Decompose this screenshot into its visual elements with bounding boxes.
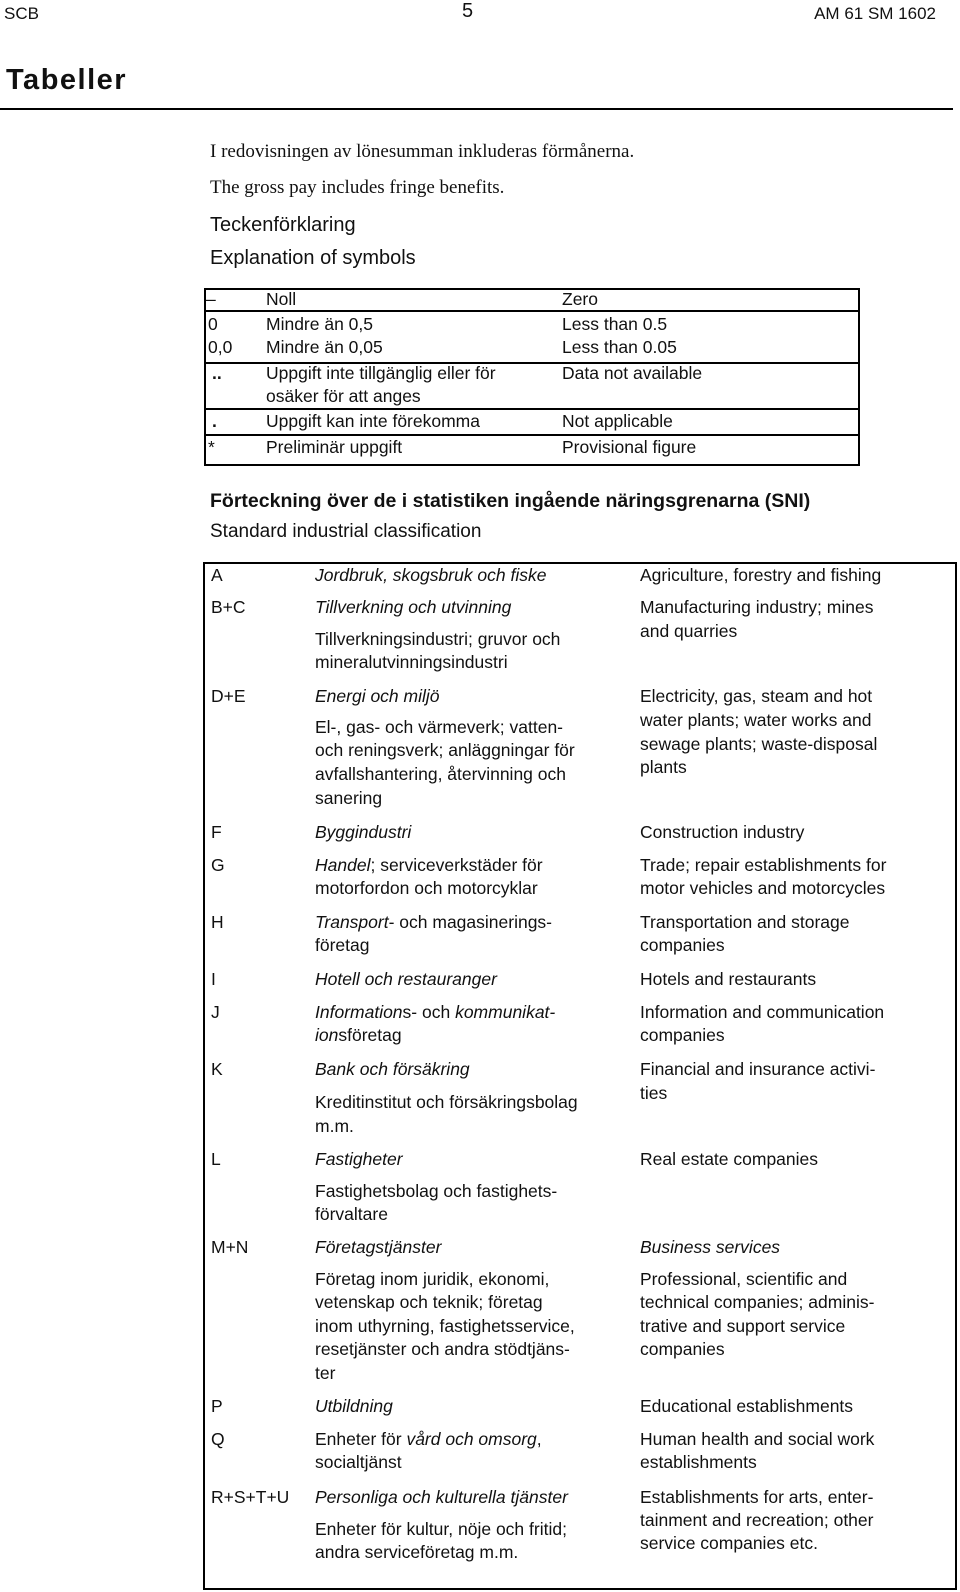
sni-sv-italic: vård och omsorg xyxy=(406,1429,537,1449)
sni-sv: Utbildning xyxy=(315,1396,393,1416)
sni-sv: Företagstjänster xyxy=(315,1237,442,1257)
sni-code: P xyxy=(211,1396,223,1416)
sni-en: Real estate companies xyxy=(640,1149,819,1169)
sni-en: companies xyxy=(640,1339,725,1359)
legend-en: Zero xyxy=(562,289,598,309)
legend-en: Less than 0.5 xyxy=(562,314,668,334)
sni-sv-detail: Kreditinstitut och försäkringsbolag xyxy=(315,1092,578,1112)
sni-sv-rest: sföretag xyxy=(338,1025,402,1045)
sni-sv-italic: Information xyxy=(315,1002,403,1022)
sni-sv: Tillverkning och utvinning xyxy=(315,597,512,617)
sni-en: and quarries xyxy=(640,621,738,641)
sni-en: tainment and recreation; other xyxy=(640,1510,874,1530)
sni-en: service companies etc. xyxy=(640,1533,818,1553)
legend-symbol: . xyxy=(212,411,217,431)
legend-symbol: 0,0 xyxy=(208,337,233,357)
sni-code: F xyxy=(211,822,222,842)
sni-sv-italic: ion xyxy=(315,1025,339,1045)
sni-sv: Energi och miljö xyxy=(315,686,440,706)
legend-en: Data not available xyxy=(562,363,703,383)
sni-en-heading: Business services xyxy=(640,1237,781,1257)
sni-sv-detail: resetjänster och andra stödtjäns- xyxy=(315,1339,570,1359)
sni-title: Förteckning över de i statistiken ingående näringsgrenarna (SNI) xyxy=(210,490,811,512)
sni-code: D+E xyxy=(211,686,246,706)
sni-en: trative and support service xyxy=(640,1316,846,1336)
sni-sv xyxy=(315,1428,542,1452)
sni-en: Educational establishments xyxy=(640,1396,854,1416)
sni-sv xyxy=(315,911,552,935)
legend-sv: Uppgift kan inte förekomma xyxy=(266,411,480,431)
sni-sv: Fastigheter xyxy=(315,1149,403,1169)
sni-en: Agriculture, forestry and fishing xyxy=(640,565,882,585)
sni-sv-rest: ; serviceverkstäder för xyxy=(370,855,543,875)
sni-en: companies xyxy=(640,1025,725,1045)
legend-en: Not applicable xyxy=(562,411,673,431)
sni-sv-detail: El-, gas- och värmeverk; vatten- xyxy=(315,717,563,737)
sni-code: L xyxy=(211,1149,221,1169)
sni-en: companies xyxy=(640,935,725,955)
sni-sv-plain: Enheter för xyxy=(315,1429,407,1449)
sni-sv-continued xyxy=(315,1024,402,1048)
sni-sv-detail: ter xyxy=(315,1363,336,1383)
legend-symbol: .. xyxy=(212,363,222,383)
sni-sv-detail: andra serviceföretag m.m. xyxy=(315,1542,519,1562)
sni-sv-detail: Fastighetsbolag och fastighets- xyxy=(315,1181,558,1201)
sni-en: Electricity, gas, steam and hot xyxy=(640,686,873,706)
legend-divider xyxy=(206,310,858,312)
sni-subtitle: Standard industrial classification xyxy=(210,521,482,542)
sni-en: water plants; water works and xyxy=(640,710,872,730)
explanation-title-en: Explanation of symbols xyxy=(210,247,416,269)
sni-code: H xyxy=(211,912,224,932)
sni-sv-italic: kommunikat- xyxy=(455,1002,556,1022)
legend-sv: Mindre än 0,05 xyxy=(266,337,383,357)
sni-sv-italic: Handel xyxy=(315,855,371,875)
sni-sv: Bank och försäkring xyxy=(315,1059,470,1079)
symbols-legend-table xyxy=(204,288,860,466)
sni-sv-detail: Enheter för kultur, nöje och fritid; xyxy=(315,1519,567,1539)
sni-sv-detail: vetenskap och teknik; företag xyxy=(315,1292,543,1312)
sni-sv-italic: Transport xyxy=(315,912,389,932)
legend-sv: Mindre än 0,5 xyxy=(266,314,374,334)
sni-sv: Personliga och kulturella tjänster xyxy=(315,1487,568,1507)
legend-symbol: * xyxy=(208,437,215,457)
title-rule xyxy=(0,108,953,110)
sni-sv-rest: - och magasinerings- xyxy=(388,912,552,932)
sni-code: M+N xyxy=(211,1237,249,1257)
page-title: Tabeller xyxy=(6,64,128,96)
sni-en: Transportation and storage xyxy=(640,912,850,932)
sni-sv: Jordbruk, skogsbruk och fiske xyxy=(315,565,547,585)
page-number: 5 xyxy=(462,0,474,22)
sni-en: plants xyxy=(640,757,687,777)
sni-sv-detail: Tillverkningsindustri; gruvor och xyxy=(315,629,561,649)
intro-swedish: I redovisningen av lönesumman inkluderas förmånerna. xyxy=(210,141,635,162)
sni-sv-detail: förvaltare xyxy=(315,1204,388,1224)
sni-sv-rest: s- och xyxy=(402,1002,456,1022)
sni-sv-detail: sanering xyxy=(315,788,383,808)
legend-sv: Preliminär uppgift xyxy=(266,437,403,457)
sni-en: Human health and social work xyxy=(640,1429,875,1449)
sni-en: Financial and insurance activi- xyxy=(640,1059,876,1079)
sni-code: K xyxy=(211,1059,223,1079)
legend-symbol: 0 xyxy=(208,314,218,334)
sni-sv-detail: m.m. xyxy=(315,1116,354,1136)
sni-sv-detail: Företag inom juridik, ekonomi, xyxy=(315,1269,550,1289)
legend-symbol: – xyxy=(206,289,216,309)
sni-classification-table xyxy=(203,562,957,1590)
intro-english: The gross pay includes fringe benefits. xyxy=(210,177,505,198)
sni-en: Information and communication xyxy=(640,1002,885,1022)
sni-sv-rest: , xyxy=(536,1429,542,1449)
sni-en: technical companies; adminis- xyxy=(640,1292,875,1312)
sni-sv-continued: socialtjänst xyxy=(315,1452,402,1472)
sni-code: B+C xyxy=(211,597,246,617)
sni-sv-detail: och reningsverk; anläggningar för xyxy=(315,740,575,760)
sni-en: Construction industry xyxy=(640,822,805,842)
legend-sv: Noll xyxy=(266,289,297,309)
sni-en: Professional, scientific and xyxy=(640,1269,848,1289)
sni-sv-continued: motorfordon och motorcyklar xyxy=(315,878,538,898)
sni-sv: Hotell och restauranger xyxy=(315,969,497,989)
sni-sv-detail: inom uthyrning, fastighetsservice, xyxy=(315,1316,575,1336)
sni-sv xyxy=(315,854,543,878)
sni-sv-detail: avfallshantering, återvinning och xyxy=(315,764,566,784)
explanation-title-sv: Teckenförklaring xyxy=(210,214,356,236)
sni-en: Hotels and restaurants xyxy=(640,969,817,989)
legend-sv-continued: osäker för att anges xyxy=(266,386,421,406)
sni-code: A xyxy=(211,565,223,585)
legend-en: Less than 0.05 xyxy=(562,337,677,357)
header-right: AM 61 SM 1602 xyxy=(814,4,936,23)
sni-code: Q xyxy=(211,1429,225,1449)
sni-code: G xyxy=(211,855,225,875)
sni-sv xyxy=(315,1001,555,1025)
sni-en: ties xyxy=(640,1083,668,1103)
sni-en: Manufacturing industry; mines xyxy=(640,597,874,617)
legend-sv: Uppgift inte tillgänglig eller för xyxy=(266,363,496,383)
sni-code: J xyxy=(211,1002,220,1022)
sni-en: sewage plants; waste-disposal xyxy=(640,734,878,754)
sni-code: I xyxy=(211,969,216,989)
sni-sv-continued: företag xyxy=(315,935,370,955)
sni-sv-detail: mineralutvinningsindustri xyxy=(315,652,508,672)
sni-en: motor vehicles and motorcycles xyxy=(640,878,886,898)
header-left: SCB xyxy=(4,4,39,23)
sni-sv: Byggindustri xyxy=(315,822,412,842)
sni-en: Establishments for arts, enter- xyxy=(640,1487,874,1507)
sni-en: Trade; repair establishments for xyxy=(640,855,887,875)
legend-en: Provisional figure xyxy=(562,437,697,457)
sni-code: R+S+T+U xyxy=(211,1487,290,1507)
sni-en: establishments xyxy=(640,1452,757,1472)
